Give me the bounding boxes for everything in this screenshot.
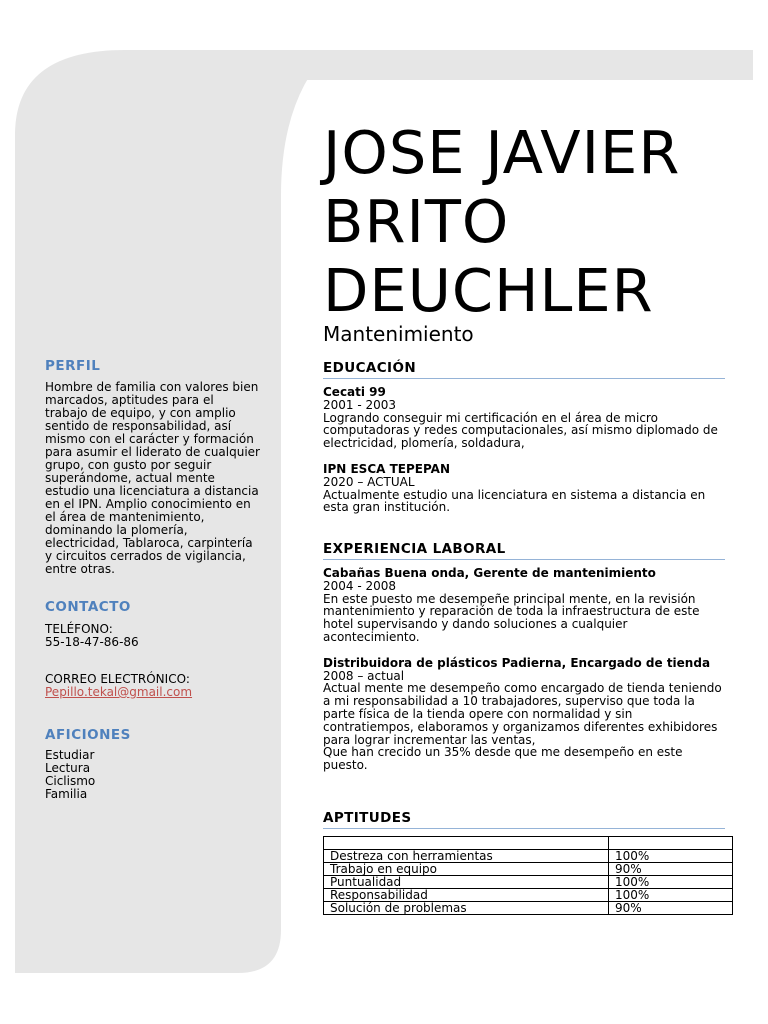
skill-name: Destreza con herramientas xyxy=(324,850,609,863)
skills-section xyxy=(323,810,725,829)
hobby-item: Ciclismo xyxy=(45,774,96,788)
entry-title: Cabañas Buena onda, Gerente de mantenimiento xyxy=(323,566,656,580)
entry-dates: 2004 - 2008 xyxy=(323,578,397,593)
skill-level: 90% xyxy=(609,902,733,915)
skill-name: Responsabilidad xyxy=(324,889,609,902)
phone-value: 55-18-47-86-86 xyxy=(45,635,139,649)
education-entry xyxy=(323,386,725,450)
profile-section xyxy=(45,360,260,576)
phone-label: TELÉFONO: xyxy=(45,622,113,636)
hobby-item: Estudiar xyxy=(45,748,95,762)
skill-name: Solución de problemas xyxy=(324,902,609,915)
experience-section xyxy=(323,541,725,772)
education-entry xyxy=(323,463,725,514)
entry-dates: 2020 – ACTUAL xyxy=(323,474,415,489)
education-section xyxy=(323,360,725,514)
experience-entry xyxy=(323,567,725,644)
table-row xyxy=(324,876,733,889)
table-row xyxy=(324,889,733,902)
skills-table xyxy=(323,836,733,915)
contact-heading: CONTACTO xyxy=(45,599,131,615)
skill-level: 100% xyxy=(609,889,733,902)
name-line: BRITO xyxy=(323,187,510,256)
entry-description: Actualmente estudio una licenciatura en sistema a distancia en esta gran institución. xyxy=(323,487,706,515)
entry-dates: 2001 - 2003 xyxy=(323,397,397,412)
entry-title: Distribuidora de plásticos Padierna, Encargado de tienda xyxy=(323,655,711,670)
skill-level: 100% xyxy=(609,850,733,863)
table-row xyxy=(324,837,733,850)
email-link[interactable]: Pepillo.tekal@gmail.com xyxy=(45,685,193,699)
entry-description: Actual mente me desempeño como encargado de tienda teniendo a mi responsabilidad a 10 trabajadores, superviso que toda la parte física de la tienda opere con normalidad y sin contratiempos, elaboramos y organizamos diferentes exhibidores para lograr incrementar las ventas, xyxy=(323,681,722,747)
skill-level: 100% xyxy=(609,876,733,889)
name-line: DEUCHLER xyxy=(323,256,654,325)
name-line: JOSE JAVIER xyxy=(323,118,681,187)
entry-description: Logrando conseguir mi certificación en el área de micro computadoras y redes computacionales, así mismo diplomado de electricidad, plomería, soldadura, xyxy=(323,410,718,451)
experience-heading: EXPERIENCIA LABORAL xyxy=(323,541,725,560)
candidate-role: Mantenimiento xyxy=(323,322,474,346)
hobbies-section xyxy=(45,729,260,801)
hobbies-heading: AFICIONES xyxy=(45,727,131,743)
email-label: CORREO ELECTRÓNICO: xyxy=(45,672,190,686)
skills-heading: APTITUDES xyxy=(323,810,725,829)
skill-name: Trabajo en equipo xyxy=(324,863,609,876)
skill-level xyxy=(609,837,733,850)
table-row xyxy=(324,863,733,876)
table-row xyxy=(324,902,733,915)
education-heading: EDUCACIÓN xyxy=(323,360,725,379)
experience-entry xyxy=(323,657,725,772)
entry-title: Cecati 99 xyxy=(323,385,386,399)
hobby-item: Familia xyxy=(45,787,88,801)
candidate-name xyxy=(323,118,763,325)
profile-text: Hombre de familia con valores bien marcados, aptitudes para el trabajo de equipo, y con amplio sentido de responsabilidad, así mismo con el carácter y formación para asumir el liderato de cualquier grupo, con gusto por seguir superándome, actual mente estudio una licenciatura a distancia en el IPN. Amplio conocimiento en el área de mantenimiento, dominando la plomería, electricidad, Tablaroca, carpintería y circuitos cerrados de vigilancia, entre otras. xyxy=(45,380,260,576)
skill-name: Puntualidad xyxy=(324,876,609,889)
entry-description-continued: Que han crecido un 35% desde que me desempeño en este puesto. xyxy=(323,745,683,773)
profile-heading: PERFIL xyxy=(45,358,101,374)
entry-dates: 2008 – actual xyxy=(323,668,405,683)
skill-name xyxy=(324,837,609,850)
entry-description: En este puesto me desempeñe principal mente, en la revisión mantenimiento y reparación de toda la infraestructura de este hotel supervisando y dando soluciones a cualquier acontecimiento. xyxy=(323,591,700,644)
skill-level: 90% xyxy=(609,863,733,876)
contact-section xyxy=(45,601,260,699)
table-row xyxy=(324,850,733,863)
hobby-item: Lectura xyxy=(45,761,91,775)
entry-title: IPN ESCA TEPEPAN xyxy=(323,461,450,476)
